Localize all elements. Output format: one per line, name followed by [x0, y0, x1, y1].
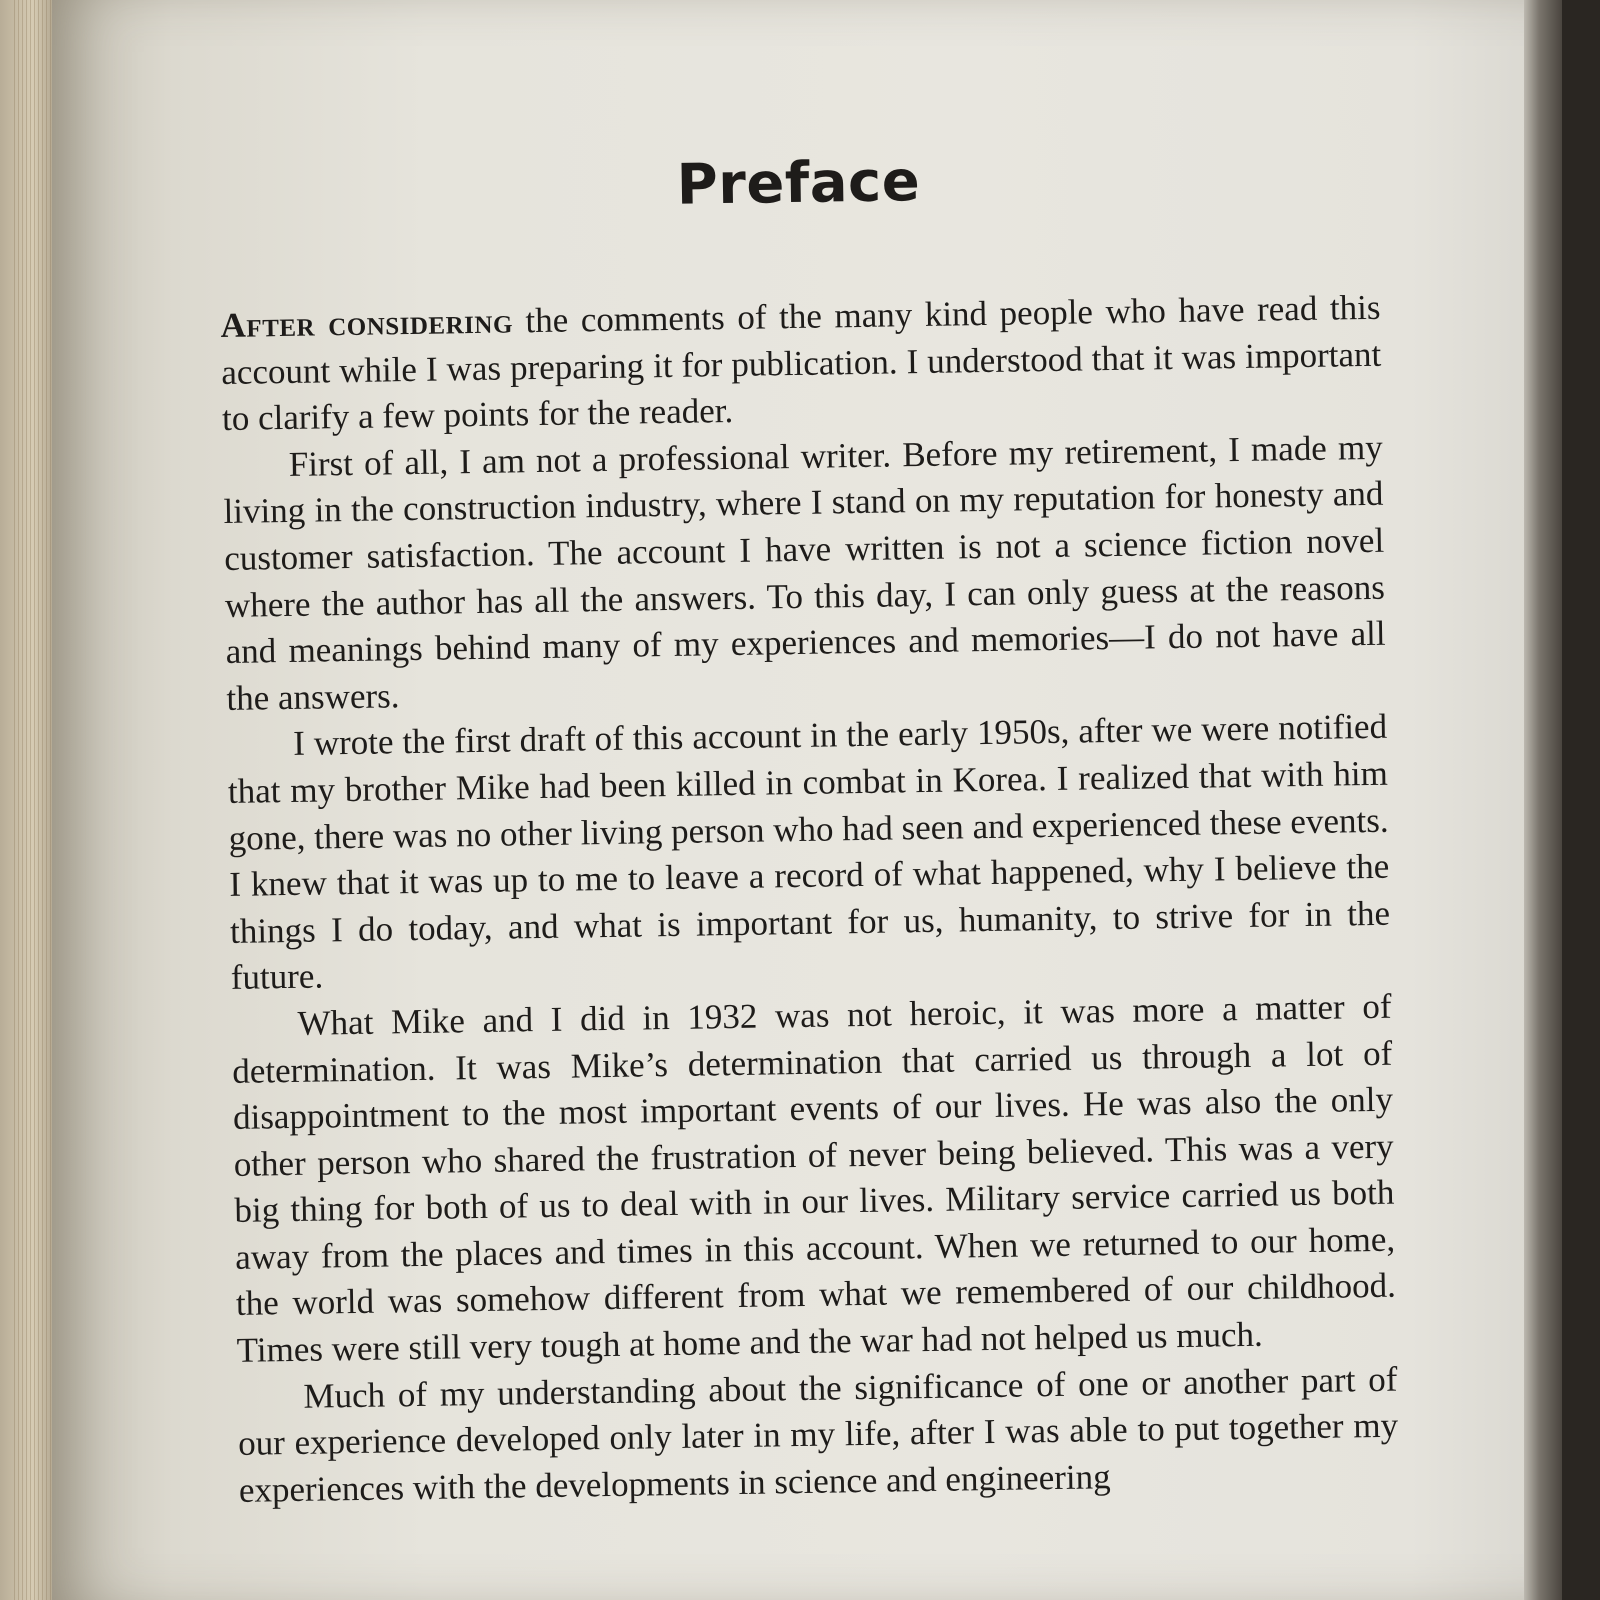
paragraph-2: First of all, I am not a professional writer. Before my retirement, I made my living in the construction industry, where I stand on my reputation for honesty and customer satisfaction. The account I have written is not a science fiction novel where the author has all the answers. To this day, I can only guess at the reasons and meanings behind many of my experiences and memories—I do not have all the answers.: [223, 427, 1386, 718]
page-title: Preface: [676, 148, 921, 218]
lead-in-smallcaps: After considering: [220, 301, 514, 345]
facing-page-edge: [0, 0, 60, 1600]
paragraph-3: I wrote the first draft of this account in the early 1950s, after we were notified that my brother Mike had been killed in combat in Korea. I realized that with him gone, there was no other living person who had seen and experienced these events. I knew that it was up to me to leave a record of what happened, why I believe the things I do today, and what is important for us, humanity, to strive for in the future.: [227, 707, 1391, 998]
paragraph-5: Much of my understanding about the significance of one or another part of our experience developed only later in my life, after I was able to put together my experiences with the developments in science and engineering: [237, 1359, 1399, 1510]
page-right-edge: [1524, 0, 1562, 1600]
paragraph-1-text: the comments of the many kind people who have read this account while I was preparing it for publication. I understood that it was important to clarify a few points for the reader.: [221, 287, 1382, 439]
paragraph-4: What Mike and I did in 1932 was not heroic, it was more a matter of determination. It was Mike’s determination that carried us through a lot of disappointment to the most important events of our lives. He was also the only other person who shared the frustration of never being believed. This was a very big thing for both of us to deal with in our lives. Military service carried us both away from the places and times in this account. When we returned to our home, the world was somehow different from what we remembered of our childhood. Times were still very tough at home and the war had not helped us much.: [232, 986, 1397, 1370]
paragraph-1: [220, 285, 1382, 443]
page-content: [218, 141, 1439, 1514]
page-stack-edges: [14, 0, 54, 1600]
body-text: [220, 285, 1399, 1515]
